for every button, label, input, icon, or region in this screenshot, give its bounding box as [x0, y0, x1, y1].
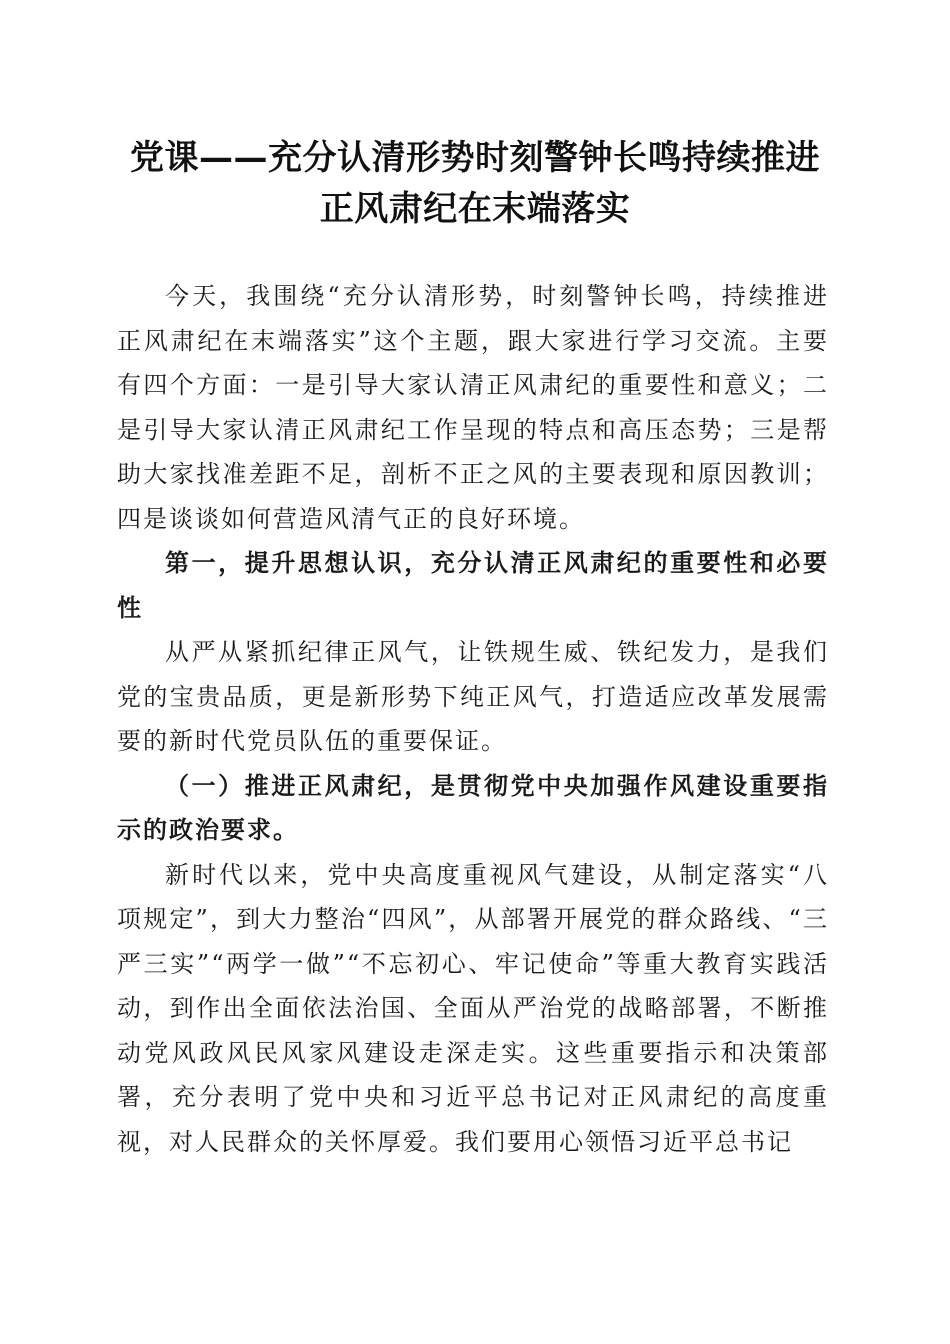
intro-paragraph: 今天，我围绕“充分认清形势，时刻警钟长鸣，持续推进正风肃纪在末端落实”这个主题，跟大家进行学习交流。主要有四个方面：一是引导大家认清正风肃纪的重要性和意义；二是引导大家认清正风肃纪工作呈现的特点和高压态势；三是帮助大家找准差距不足，剖析不正之风的主要表现和原因教训；四是谈谈如何营造风清气正的良好环境。 [117, 282, 829, 533]
document-body [117, 274, 829, 1164]
section-1-paragraph: 从严从紧抓纪律正风气，让铁规生威、铁纪发力，是我们党的宝贵品质，更是新形势下纯正风气，打造适应改革发展需要的新时代党员队伍的重要保证。 [117, 638, 829, 755]
subsection-1-paragraph: 新时代以来，党中央高度重视风气建设，从制定落实“八项规定”，到大力整治“四风”，从部署开展党的群众路线、“三严三实”“两学一做”“不忘初心、牢记使命”等重大教育实践活动，到作出全面依法治国、全面从严治党的战略部署，不断推动党风政风民风家风建设走深走实。这些重要指示和决策部署，充分表明了党中央和习近平总书记对正风肃纪的高度重视，对人民群众的关怀厚爱。我们要用心领悟习近平总书记 [117, 860, 829, 1156]
title-line-1: 党课——充分认清形势时刻警钟长鸣持续推进 [130, 138, 820, 178]
section-heading-1: 第一，提升思想认识，充分认清正风肃纪的重要性和必要性 [117, 548, 829, 622]
title-line-2: 正风肃纪在末端落实 [319, 189, 631, 229]
subsection-heading-1: （一）推进正风肃纪，是贯彻党中央加强作风建设重要指示的政治要求。 [117, 770, 829, 844]
document-title [110, 133, 840, 235]
